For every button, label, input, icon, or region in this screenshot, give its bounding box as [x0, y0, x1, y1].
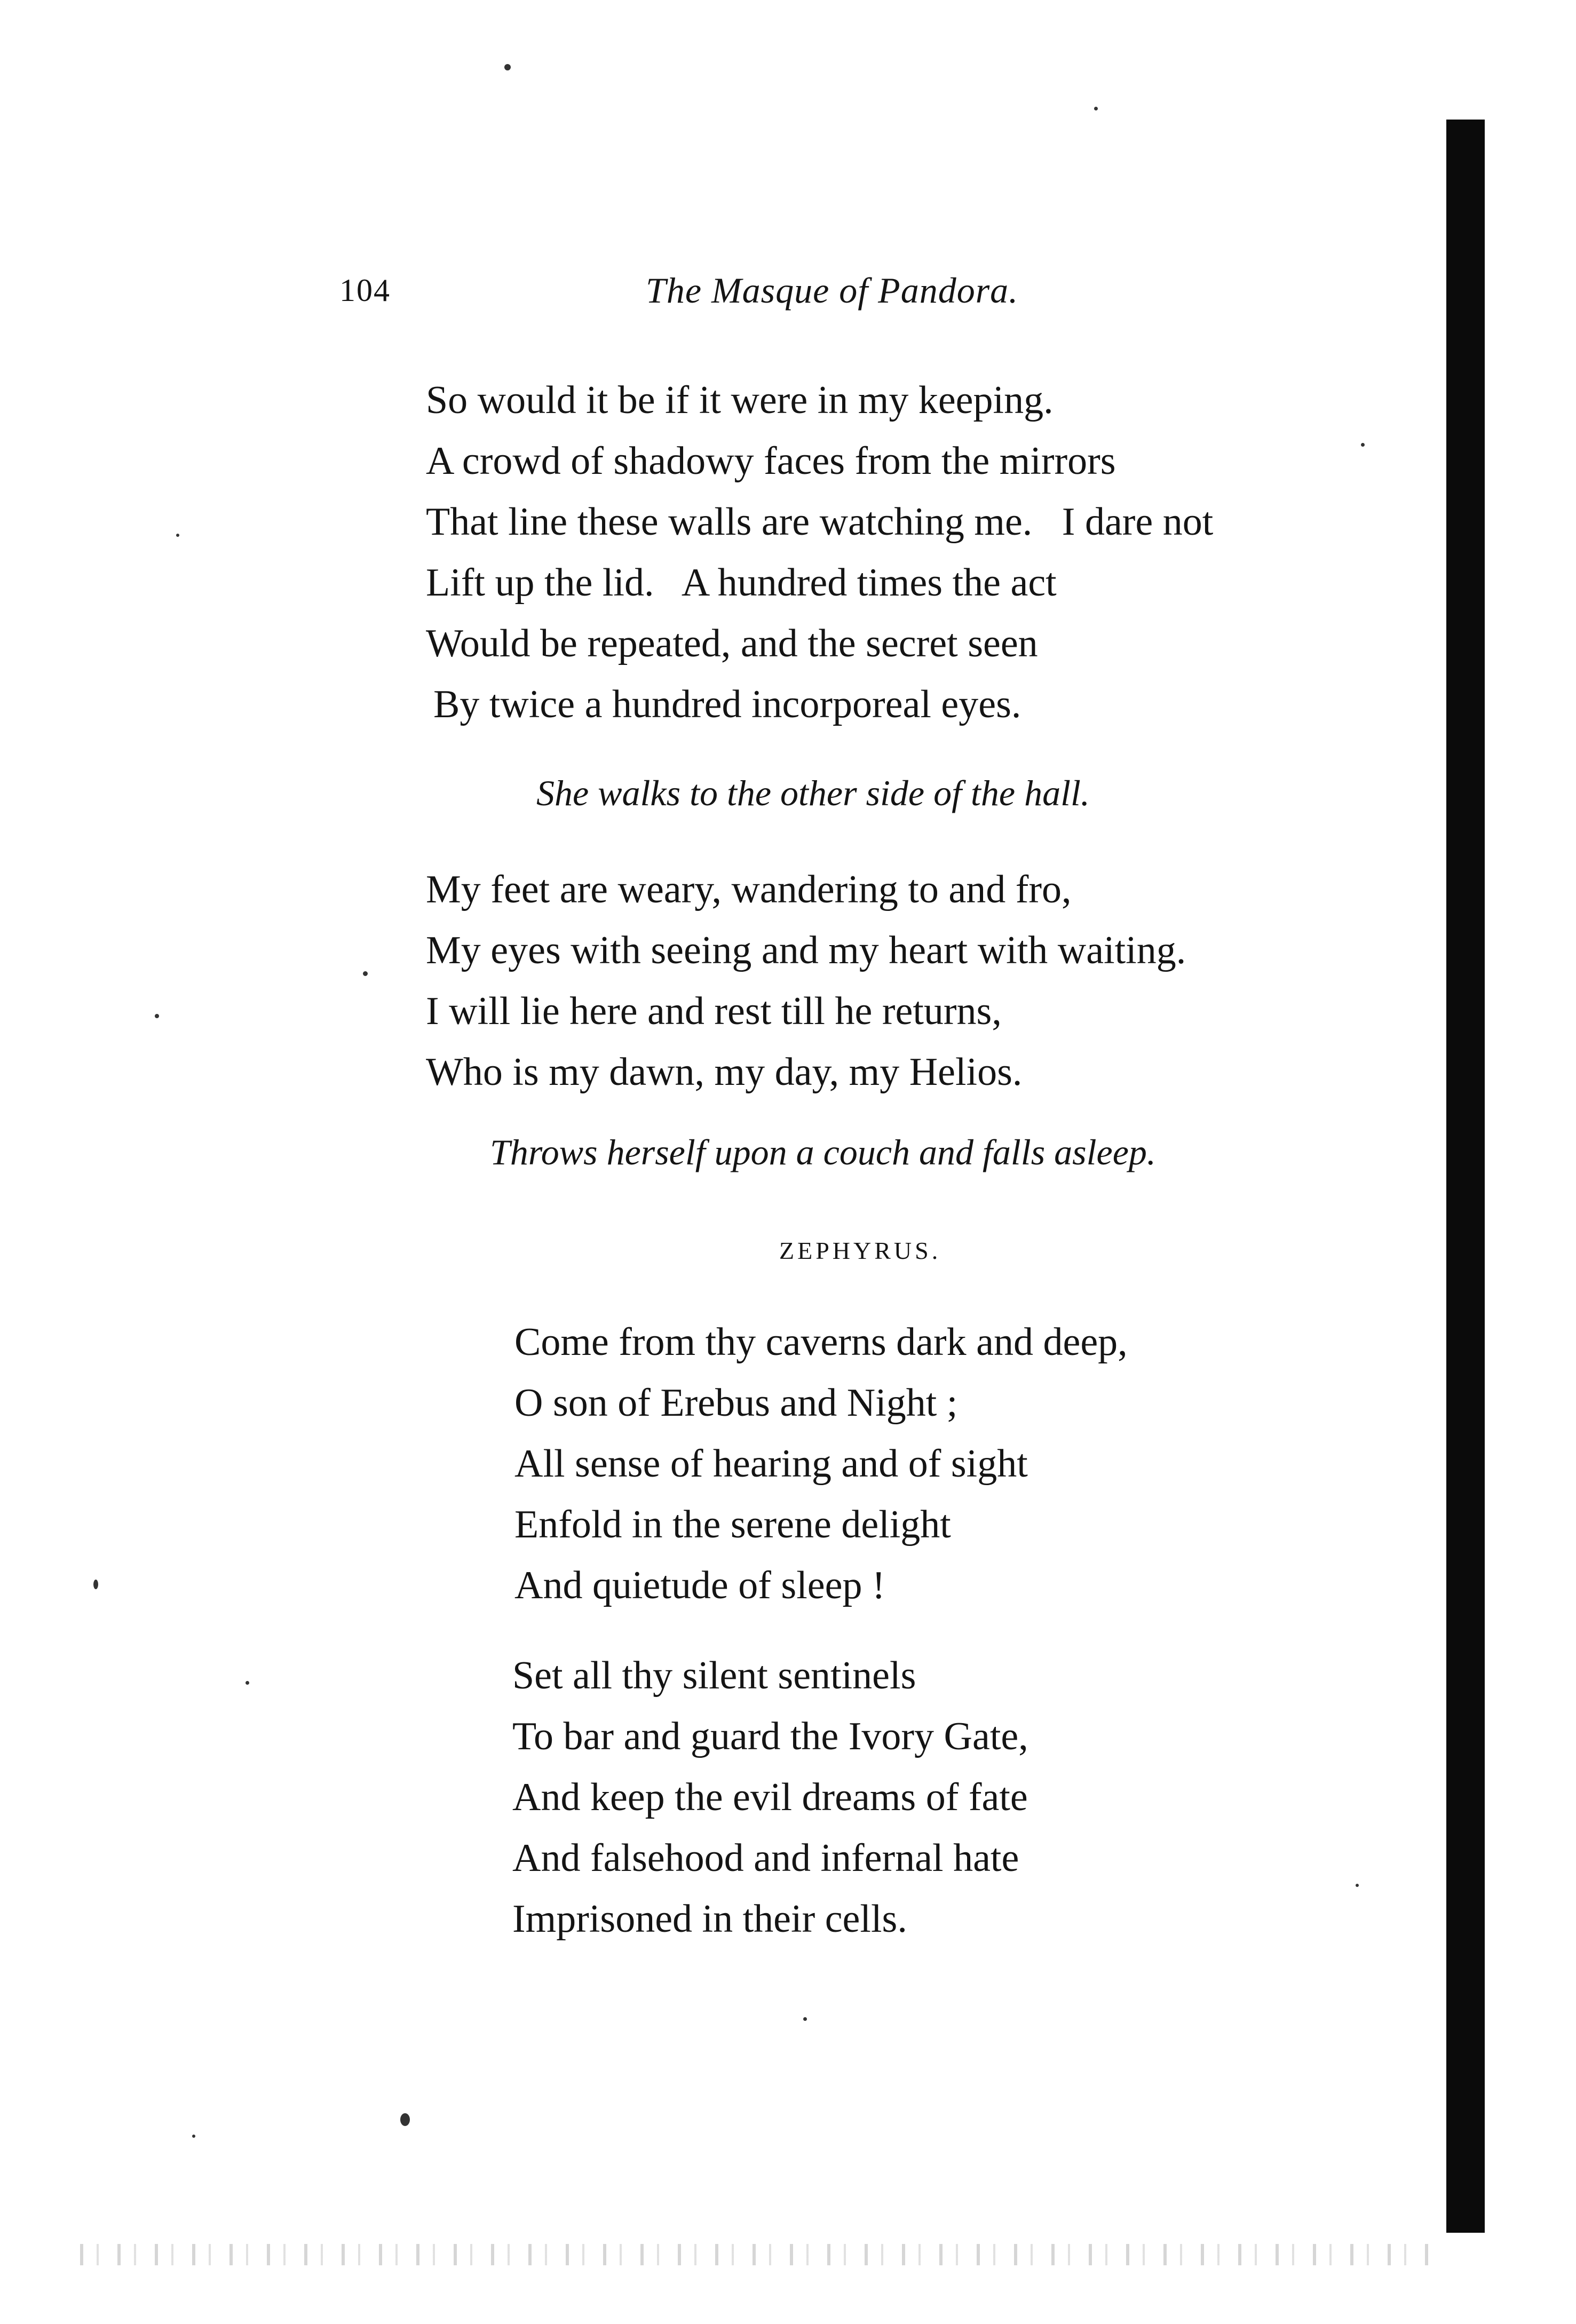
- running-title: The Masque of Pandora.: [646, 270, 1019, 311]
- scan-speck: [1356, 1884, 1359, 1887]
- scan-speck: [504, 64, 511, 70]
- binding-shadow: [1446, 120, 1485, 2233]
- scan-speck: [192, 2135, 195, 2138]
- verse-line: That line these walls are watching me. I dare not: [426, 500, 1214, 544]
- stanza-2: [426, 859, 1186, 1102]
- verse-line: I will lie here and rest till he returns,: [426, 989, 1002, 1033]
- page-number: 104: [339, 273, 391, 308]
- verse-line: O son of Erebus and Night ;: [514, 1381, 958, 1425]
- scan-speck: [400, 2113, 410, 2126]
- scan-speck: [1094, 107, 1098, 110]
- scan-speck: [1361, 443, 1365, 447]
- verse-line: And keep the evil dreams of fate: [512, 1775, 1028, 1819]
- stage-direction: Throws herself upon a couch and falls asleep.: [490, 1132, 1156, 1172]
- verse-line: Lift up the lid. A hundred times the act: [426, 561, 1057, 605]
- scan-speck: [176, 534, 179, 537]
- verse-line: Enfold in the serene delight: [514, 1503, 951, 1546]
- speaker-name: ZEPHYRUS.: [779, 1237, 941, 1264]
- verse-line: All sense of hearing and of sight: [514, 1442, 1028, 1486]
- verse-line: Set all thy silent sentinels: [512, 1654, 916, 1698]
- verse-line: My feet are weary, wandering to and fro,: [426, 868, 1072, 911]
- stanza-1: [426, 370, 1213, 735]
- verse-line: Who is my dawn, my day, my Helios.: [426, 1050, 1023, 1094]
- verse-line: Would be repeated, and the secret seen: [426, 622, 1038, 665]
- verse-line: By twice a hundred incorporeal eyes.: [433, 683, 1021, 726]
- verse-line: A crowd of shadowy faces from the mirrors: [426, 439, 1116, 483]
- verse-line: So would it be if it were in my keeping.: [426, 378, 1054, 422]
- stage-direction: She walks to the other side of the hall.: [536, 773, 1090, 813]
- scan-noise: [80, 2244, 1441, 2265]
- verse-line: My eyes with seeing and my heart with waiting.: [426, 929, 1186, 972]
- verse-line: And quietude of sleep !: [514, 1564, 885, 1607]
- scan-speck: [245, 1681, 249, 1685]
- song-stanza-1: [514, 1312, 1128, 1616]
- scan-speck: [93, 1580, 98, 1589]
- verse-line: To bar and guard the Ivory Gate,: [512, 1715, 1028, 1758]
- song-stanza-2: [512, 1645, 1028, 1949]
- verse-line: And falsehood and infernal hate: [512, 1836, 1019, 1880]
- verse-line: Come from thy caverns dark and deep,: [514, 1320, 1128, 1364]
- verse-line: Imprisoned in their cells.: [512, 1897, 907, 1941]
- scan-speck: [803, 2017, 807, 2021]
- scan-speck: [363, 971, 368, 976]
- scan-speck: [155, 1014, 159, 1018]
